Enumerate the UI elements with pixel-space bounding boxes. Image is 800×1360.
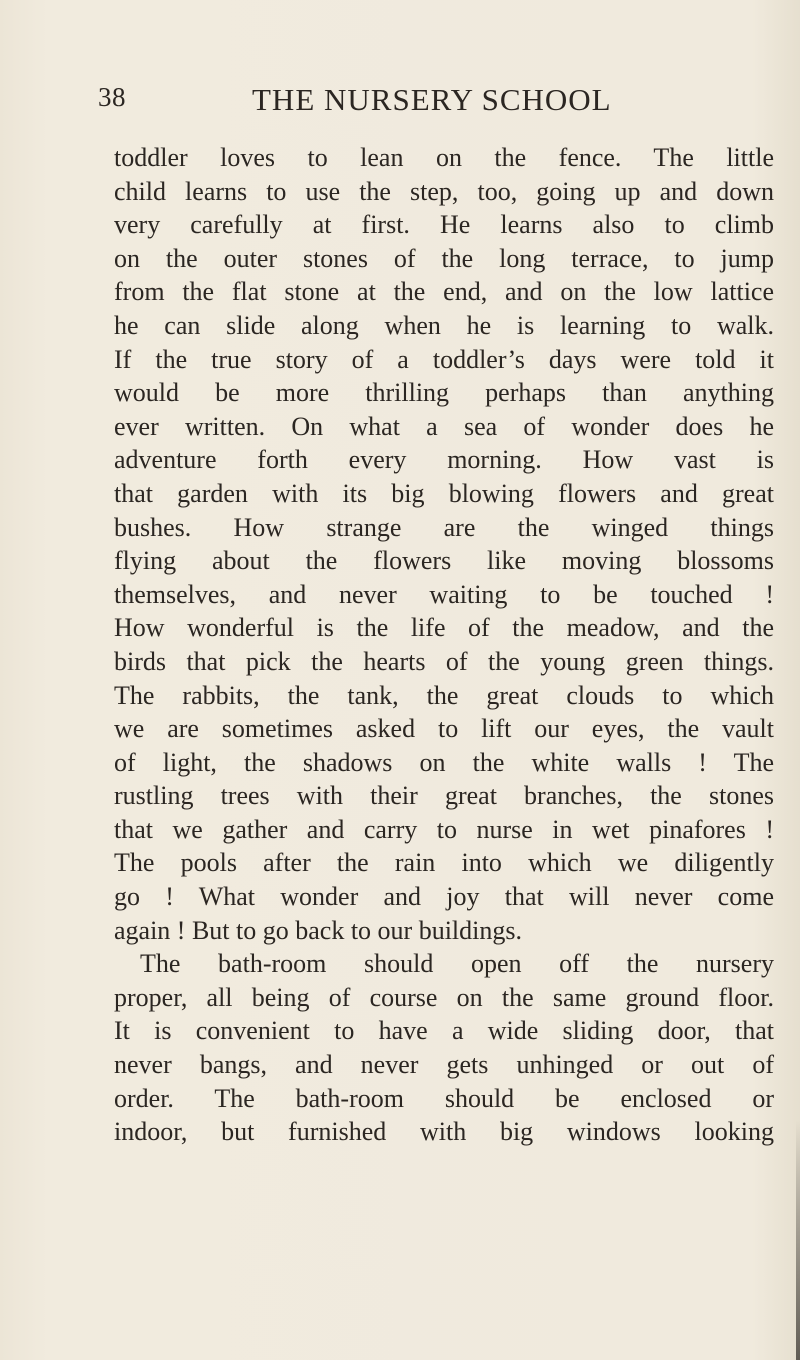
text-line: on the outer stones of the long terrace, to jump — [114, 243, 774, 273]
page-number: 38 — [98, 82, 126, 112]
body-text — [114, 141, 774, 1149]
text-line: adventure forth every morning. How vast is — [114, 445, 774, 475]
text-line: from the flat stone at the end, and on the low lattice — [114, 277, 774, 307]
text-line: themselves, and never waiting to be touched ! — [114, 579, 774, 609]
text-line: that garden with its big blowing flowers and great — [114, 478, 774, 508]
text-line: that we gather and carry to nurse in wet pinafores ! — [114, 814, 774, 844]
text-line: The bath-room should open off the nursery — [140, 949, 774, 979]
text-line: we are sometimes asked to lift our eyes, the vault — [114, 714, 774, 744]
text-line: go ! What wonder and joy that will never come — [114, 882, 774, 912]
text-line: flying about the flowers like moving blossoms — [114, 546, 774, 576]
text-line: very carefully at first. He learns also to climb — [114, 210, 774, 240]
page-edge-shadow — [796, 1120, 800, 1360]
text-line: never bangs, and never gets unhinged or out of — [114, 1050, 774, 1080]
text-line: proper, all being of course on the same ground floor. — [114, 982, 774, 1012]
text-line: The pools after the rain into which we diligently — [114, 848, 774, 878]
text-line: rustling trees with their great branches, the stones — [114, 781, 774, 811]
running-head — [0, 82, 800, 122]
text-line: of light, the shadows on the white walls ! The — [114, 747, 774, 777]
text-line: birds that pick the hearts of the young green things. — [114, 646, 774, 676]
text-line: toddler loves to lean on the fence. The little — [114, 143, 774, 172]
text-line: ever written. On what a sea of wonder does he — [114, 411, 774, 441]
text-line: If the true story of a toddler’s days were told it — [114, 344, 774, 374]
running-head-title: THE NURSERY SCHOOL — [252, 82, 612, 117]
text-line: indoor, but furnished with big windows looking — [114, 1117, 774, 1147]
text-line: bushes. How strange are the winged things — [114, 512, 774, 542]
text-line: he can slide along when he is learning to walk. — [114, 310, 774, 340]
text-line: again ! But to go back to our buildings. — [114, 915, 523, 945]
text-line: would be more thrilling perhaps than anything — [114, 378, 774, 408]
text-line: How wonderful is the life of the meadow, and the — [114, 613, 774, 643]
text-line: child learns to use the step, too, going up and down — [114, 176, 774, 206]
text-line: order. The bath-room should be enclosed or — [114, 1083, 774, 1113]
text-line: It is convenient to have a wide sliding door, that — [114, 1016, 774, 1046]
text-line: The rabbits, the tank, the great clouds to which — [114, 680, 774, 710]
